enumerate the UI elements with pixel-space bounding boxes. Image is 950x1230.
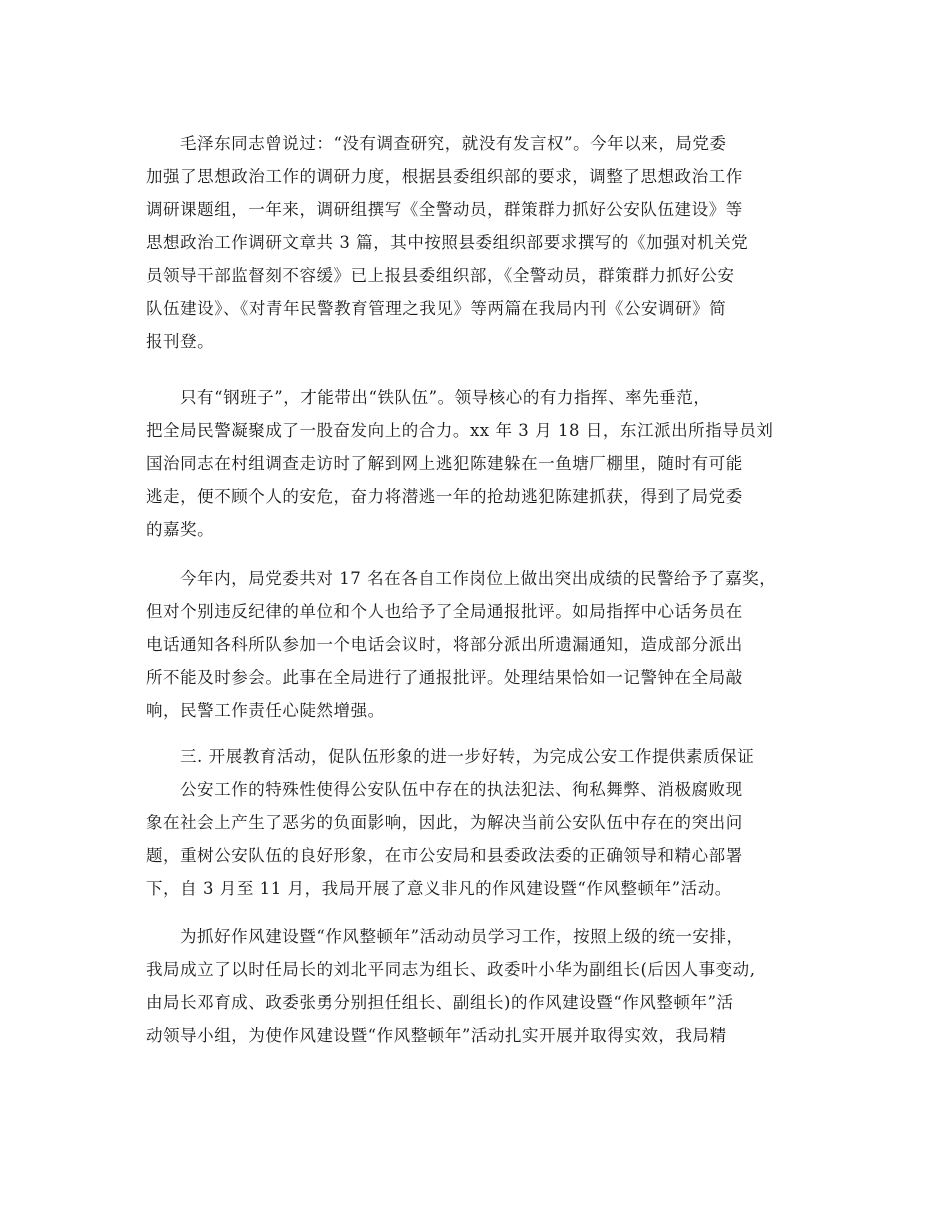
paragraph-line: 的嘉奖。 <box>146 520 215 539</box>
paragraph-line: 由局长邓育成、政委张勇分别担任组长、副组长)的作风建设暨“作风整顿年”活 <box>146 993 734 1012</box>
paragraph-line: 队伍建设》、《对青年民警教育管理之我见》等两篇在我局内刊《公安调研》简 <box>146 299 727 318</box>
paragraph-line: 员领导干部监督刻不容缓》已上报县委组织部，《全警动员，群策群力抓好公安 <box>146 266 735 285</box>
paragraph-line: 动领导小组，为使作风建设暨“作风整顿年”活动扎实开展并取得实效，我局精 <box>146 1026 727 1045</box>
paragraph-line: 我局成立了以时任局长的刘北平同志为组长、政委叶小华为副组长(后因人事变动, <box>146 960 756 979</box>
paragraph-line: 为抓好作风建设暨“作风整顿年”活动动员学习工作，按照上级的统一安排， <box>180 927 744 946</box>
paragraph-line: 国治同志在村组调查走访时了解到网上逃犯陈建躲在一鱼塘厂棚里，随时有可能 <box>146 454 743 473</box>
paragraph-line: 报刊登。 <box>146 332 215 351</box>
paragraph-line: 公安工作的特殊性使得公安队伍中存在的执法犯法、徇私舞弊、消极腐败现 <box>180 780 743 799</box>
paragraph-line: 加强了思想政治工作的调研力度，根据县委组织部的要求，调整了思想政治工作 <box>146 167 743 186</box>
paragraph-line: 只有“钢班子”，才能带出“铁队伍”。领导核心的有力指挥、率先垂范， <box>180 388 711 407</box>
paragraph-line: 但对个别违反纪律的单位和个人也给予了全局通报批评。如局指挥中心话务员在 <box>146 602 743 621</box>
paragraph-line: 调研课题组，一年来，调研组撰写《全警动员，群策群力抓好公安队伍建设》等 <box>146 200 743 219</box>
paragraph-line: 毛泽东同志曾说过：“没有调查研究，就没有发言权”。今年以来，局党委 <box>180 134 727 153</box>
paragraph-line: 逃走，便不顾个人的安危，奋力将潜逃一年的抢劫逃犯陈建抓获，得到了局党委 <box>146 487 743 506</box>
paragraph-line: 题，重树公安队伍的良好形象，在市公安局和县委政法委的正确领导和精心部署 <box>146 846 743 865</box>
paragraph-line: 象在社会上产生了恶劣的负面影响，因此，为解决当前公安队伍中存在的突出问 <box>146 813 743 832</box>
paragraph-line: 所不能及时参会。此事在全局进行了通报批评。处理结果恰如一记警钟在全局敲 <box>146 668 743 687</box>
paragraph-line: 响，民警工作责任心陡然增强。 <box>146 701 385 720</box>
paragraph-line: 把全局民警凝聚成了一股奋发向上的合力。xx 年 3 月 18 日，东江派出所指导员刘 <box>146 421 774 440</box>
paragraph-line: 电话通知各科所队参加一个电话会议时，将部分派出所遗漏通知，造成部分派出 <box>146 635 743 654</box>
paragraph-line: 思想政治工作调研文章共 3 篇，其中按照县委组织部要求撰写的《加强对机关党 <box>146 233 749 252</box>
paragraph-line: 今年内，局党委共对 17 名在各自工作岗位上做出突出成绩的民警给予了嘉奖， <box>180 569 777 588</box>
section-heading: 三. 开展教育活动，促队伍形象的进一步好转，为完成公安工作提供素质保证 <box>180 747 755 766</box>
paragraph-line: 下，自 3 月至 11 月，我局开展了意义非凡的作风建设暨“作风整顿年”活动。 <box>146 879 732 898</box>
